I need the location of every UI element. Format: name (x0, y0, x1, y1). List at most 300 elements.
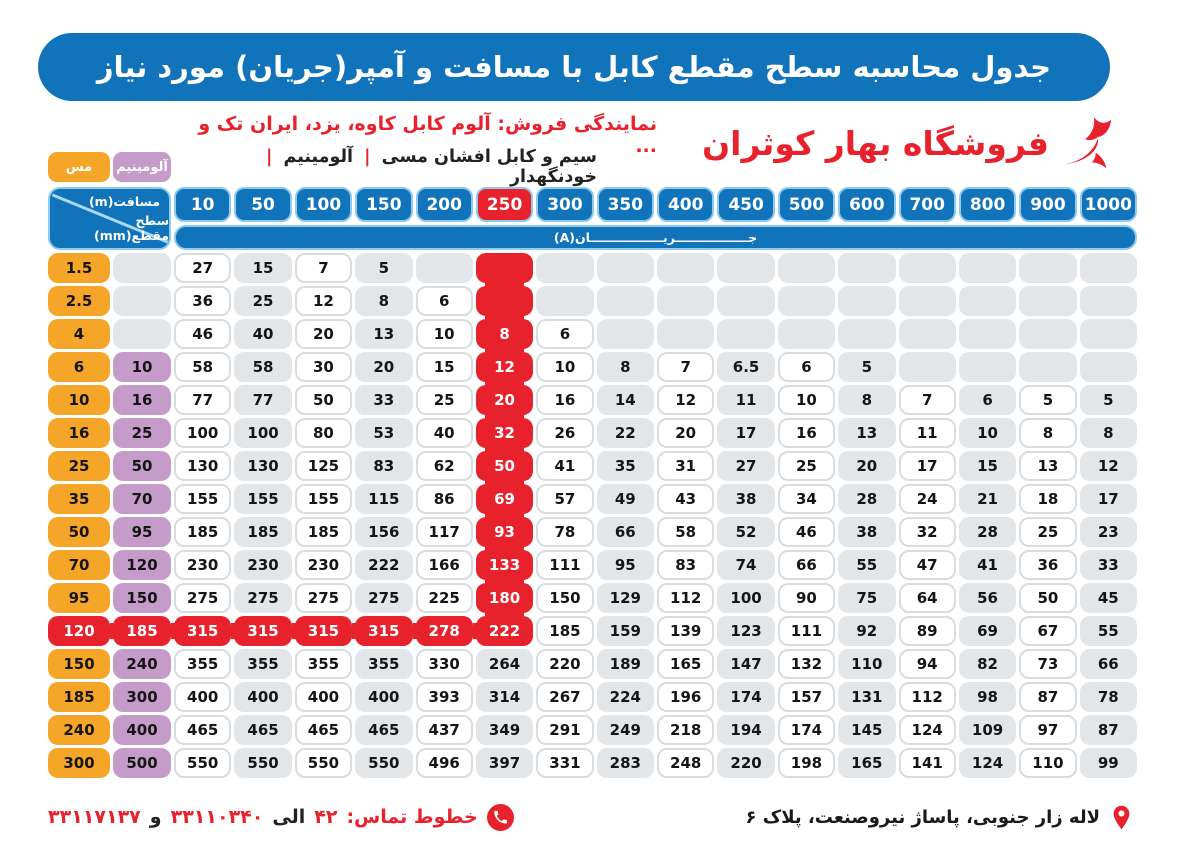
brand-name: فروشگاه بهار کوثران (702, 123, 1049, 163)
cell-200m-150mm: 330 (416, 649, 473, 679)
cell-1000m-1.5mm (1080, 253, 1137, 283)
cell-400m-6mm: 7 (657, 352, 714, 382)
title-banner (38, 33, 1110, 101)
table-row-10 (48, 385, 1137, 415)
cell-500m-120mm: 111 (778, 616, 835, 646)
phone-label: خطوط تماس: (346, 806, 478, 828)
cell-450m-300mm: 220 (717, 748, 774, 778)
cell-50m-10mm: 77 (234, 385, 291, 415)
cell-100m-25mm: 125 (295, 451, 352, 481)
row-label-copper-25: 25 (48, 451, 110, 481)
cell-10m-120mm: 315 (174, 616, 231, 646)
cell-450m-150mm: 147 (717, 649, 774, 679)
cell-500m-150mm: 132 (778, 649, 835, 679)
footer (48, 797, 1135, 837)
cell-450m-1.5mm (717, 253, 774, 283)
cell-600m-120mm: 92 (838, 616, 895, 646)
cell-600m-4mm (838, 319, 895, 349)
row-label-aluminum-300: 300 (113, 682, 171, 712)
cell-500m-4mm (778, 319, 835, 349)
cell-900m-35mm: 18 (1019, 484, 1076, 514)
cell-150m-16mm: 53 (355, 418, 412, 448)
cell-100m-35mm: 155 (295, 484, 352, 514)
cell-100m-300mm: 550 (295, 748, 352, 778)
cell-300m-50mm: 78 (536, 517, 593, 547)
cell-200m-120mm: 278 (416, 616, 473, 646)
cell-10m-300mm: 550 (174, 748, 231, 778)
table-row-35 (48, 484, 1137, 514)
cell-450m-70mm: 74 (717, 550, 774, 580)
cell-300m-4mm: 6 (536, 319, 593, 349)
cell-100m-150mm: 355 (295, 649, 352, 679)
cell-300m-240mm: 291 (536, 715, 593, 745)
products-aluminum: آلومینیم (283, 147, 354, 167)
table-row-70 (48, 550, 1137, 580)
col-header-400: 400 (657, 187, 714, 222)
col-header-50: 50 (234, 187, 291, 222)
cell-150m-120mm: 315 (355, 616, 412, 646)
cell-450m-6mm: 6.5 (717, 352, 774, 382)
cell-900m-10mm: 5 (1019, 385, 1076, 415)
phone-and-word: و (149, 806, 162, 828)
cell-1000m-10mm: 5 (1080, 385, 1137, 415)
cell-400m-2.5mm (657, 286, 714, 316)
cell-100m-16mm: 80 (295, 418, 352, 448)
col-header-1000: 1000 (1080, 187, 1137, 222)
cell-350m-6mm: 8 (597, 352, 654, 382)
cell-700m-240mm: 124 (899, 715, 956, 745)
cell-250m-300mm: 397 (476, 748, 533, 778)
cell-100m-120mm: 315 (295, 616, 352, 646)
cell-50m-35mm: 155 (234, 484, 291, 514)
cell-150m-300mm: 550 (355, 748, 412, 778)
cell-400m-50mm: 58 (657, 517, 714, 547)
cell-250m-1.5mm (476, 253, 533, 283)
cell-400m-300mm: 248 (657, 748, 714, 778)
cell-500m-70mm: 66 (778, 550, 835, 580)
cell-700m-185mm: 112 (899, 682, 956, 712)
cell-400m-150mm: 165 (657, 649, 714, 679)
cell-700m-35mm: 24 (899, 484, 956, 514)
cell-1000m-25mm: 12 (1080, 451, 1137, 481)
cell-50m-150mm: 355 (234, 649, 291, 679)
cell-150m-10mm: 33 (355, 385, 412, 415)
cell-900m-70mm: 36 (1019, 550, 1076, 580)
cell-100m-6mm: 30 (295, 352, 352, 382)
cell-350m-10mm: 14 (597, 385, 654, 415)
corner-section-label: سطح مقطع(mm) (94, 213, 169, 243)
cell-400m-70mm: 83 (657, 550, 714, 580)
cell-800m-4mm (959, 319, 1016, 349)
col-header-350: 350 (597, 187, 654, 222)
row-label-aluminum-16: 16 (113, 385, 171, 415)
row-label-copper-2.5: 2.5 (48, 286, 110, 316)
cell-200m-95mm: 225 (416, 583, 473, 613)
cell-300m-1.5mm (536, 253, 593, 283)
cell-500m-6mm: 6 (778, 352, 835, 382)
cell-1000m-50mm: 23 (1080, 517, 1137, 547)
cell-250m-95mm: 180 (476, 583, 533, 613)
cell-800m-70mm: 41 (959, 550, 1016, 580)
col-header-900: 900 (1019, 187, 1076, 222)
legend-copper: مس (48, 152, 110, 182)
cell-500m-35mm: 34 (778, 484, 835, 514)
cell-50m-95mm: 275 (234, 583, 291, 613)
separator: | (364, 147, 371, 167)
cell-1000m-300mm: 99 (1080, 748, 1137, 778)
cell-800m-2.5mm (959, 286, 1016, 316)
row-label-copper-35: 35 (48, 484, 110, 514)
cell-300m-150mm: 220 (536, 649, 593, 679)
cell-350m-70mm: 95 (597, 550, 654, 580)
cell-200m-6mm: 15 (416, 352, 473, 382)
cell-350m-4mm (597, 319, 654, 349)
phone-to-word: الی (272, 806, 306, 828)
cell-400m-10mm: 12 (657, 385, 714, 415)
cell-50m-70mm: 230 (234, 550, 291, 580)
cell-1000m-120mm: 55 (1080, 616, 1137, 646)
cell-900m-240mm: 97 (1019, 715, 1076, 745)
cell-450m-240mm: 194 (717, 715, 774, 745)
cell-250m-150mm: 264 (476, 649, 533, 679)
cell-100m-185mm: 400 (295, 682, 352, 712)
cell-300m-95mm: 150 (536, 583, 593, 613)
cell-250m-50mm: 93 (476, 517, 533, 547)
cell-450m-95mm: 100 (717, 583, 774, 613)
cell-300m-6mm: 10 (536, 352, 593, 382)
cell-100m-70mm: 230 (295, 550, 352, 580)
cell-450m-50mm: 52 (717, 517, 774, 547)
phone-icon (487, 804, 514, 831)
cell-200m-300mm: 496 (416, 748, 473, 778)
cell-150m-95mm: 275 (355, 583, 412, 613)
cell-700m-6mm (899, 352, 956, 382)
cell-600m-50mm: 38 (838, 517, 895, 547)
cell-200m-2.5mm: 6 (416, 286, 473, 316)
cell-700m-25mm: 17 (899, 451, 956, 481)
cell-450m-35mm: 38 (717, 484, 774, 514)
cell-400m-16mm: 20 (657, 418, 714, 448)
cell-800m-150mm: 82 (959, 649, 1016, 679)
table-body (48, 253, 1137, 778)
cell-1000m-95mm: 45 (1080, 583, 1137, 613)
cell-900m-50mm: 25 (1019, 517, 1076, 547)
cell-700m-4mm (899, 319, 956, 349)
cell-600m-6mm: 5 (838, 352, 895, 382)
cell-450m-25mm: 27 (717, 451, 774, 481)
cell-100m-50mm: 185 (295, 517, 352, 547)
cell-200m-185mm: 393 (416, 682, 473, 712)
cell-150m-4mm: 13 (355, 319, 412, 349)
cell-250m-185mm: 314 (476, 682, 533, 712)
row-label-copper-120: 120 (48, 616, 110, 646)
cell-450m-10mm: 11 (717, 385, 774, 415)
cell-800m-10mm: 6 (959, 385, 1016, 415)
cell-10m-150mm: 355 (174, 649, 231, 679)
corner-distance-label: مسافت(m) (88, 194, 160, 209)
cell-800m-1.5mm (959, 253, 1016, 283)
cell-400m-185mm: 196 (657, 682, 714, 712)
cell-500m-300mm: 198 (778, 748, 835, 778)
cell-10m-16mm: 100 (174, 418, 231, 448)
row-label-copper-4: 4 (48, 319, 110, 349)
row-label-copper-95: 95 (48, 583, 110, 613)
row-label-aluminum-25: 25 (113, 418, 171, 448)
cell-600m-25mm: 20 (838, 451, 895, 481)
cell-600m-300mm: 165 (838, 748, 895, 778)
phone-range-end: ۴۲ (314, 806, 338, 828)
cell-300m-16mm: 26 (536, 418, 593, 448)
cell-900m-150mm: 73 (1019, 649, 1076, 679)
cell-400m-4mm (657, 319, 714, 349)
cell-200m-240mm: 437 (416, 715, 473, 745)
cell-600m-2.5mm (838, 286, 895, 316)
cell-500m-1.5mm (778, 253, 835, 283)
cell-250m-25mm: 50 (476, 451, 533, 481)
cell-150m-240mm: 465 (355, 715, 412, 745)
table-header (48, 187, 1137, 250)
col-header-250: 250 (476, 187, 533, 222)
cell-1000m-150mm: 66 (1080, 649, 1137, 679)
cell-150m-50mm: 156 (355, 517, 412, 547)
cell-700m-10mm: 7 (899, 385, 956, 415)
cell-50m-2.5mm: 25 (234, 286, 291, 316)
cell-350m-1.5mm (597, 253, 654, 283)
cell-800m-50mm: 28 (959, 517, 1016, 547)
col-header-600: 600 (838, 187, 895, 222)
table-row-300 (48, 748, 1137, 778)
cell-50m-1.5mm: 15 (234, 253, 291, 283)
cell-350m-150mm: 189 (597, 649, 654, 679)
col-header-300: 300 (536, 187, 593, 222)
cell-350m-300mm: 283 (597, 748, 654, 778)
cell-200m-25mm: 62 (416, 451, 473, 481)
col-header-150: 150 (355, 187, 412, 222)
products-copper: سیم و کابل افشان مسی (381, 147, 597, 167)
table-row-25 (48, 451, 1137, 481)
row-label-copper-50: 50 (48, 517, 110, 547)
row-label-aluminum-95: 95 (113, 517, 171, 547)
cell-900m-25mm: 13 (1019, 451, 1076, 481)
cell-100m-4mm: 20 (295, 319, 352, 349)
row-label-copper-150: 150 (48, 649, 110, 679)
cell-10m-50mm: 185 (174, 517, 231, 547)
cell-100m-1.5mm: 7 (295, 253, 352, 283)
current-band-label: جـــــــــــــــــریـــــــــــــــــان(A) (553, 230, 758, 245)
cell-350m-185mm: 224 (597, 682, 654, 712)
row-label-copper-300: 300 (48, 748, 110, 778)
cell-400m-1.5mm (657, 253, 714, 283)
row-label-aluminum-185: 185 (113, 616, 171, 646)
cell-250m-4mm: 8 (476, 319, 533, 349)
cell-300m-185mm: 267 (536, 682, 593, 712)
row-label-aluminum-150: 150 (113, 583, 171, 613)
legend-aluminum: آلومینیم (113, 152, 171, 182)
cell-900m-95mm: 50 (1019, 583, 1076, 613)
cell-700m-95mm: 64 (899, 583, 956, 613)
cell-800m-35mm: 21 (959, 484, 1016, 514)
cell-400m-120mm: 139 (657, 616, 714, 646)
row-label-aluminum-4 (113, 319, 171, 349)
cell-1000m-4mm (1080, 319, 1137, 349)
cell-400m-95mm: 112 (657, 583, 714, 613)
cell-50m-300mm: 550 (234, 748, 291, 778)
cell-10m-185mm: 400 (174, 682, 231, 712)
cell-300m-300mm: 331 (536, 748, 593, 778)
cell-800m-25mm: 15 (959, 451, 1016, 481)
cell-500m-185mm: 157 (778, 682, 835, 712)
cell-1000m-16mm: 8 (1080, 418, 1137, 448)
cell-800m-300mm: 124 (959, 748, 1016, 778)
row-label-aluminum-1.5 (113, 253, 171, 283)
cell-800m-185mm: 98 (959, 682, 1016, 712)
cell-600m-240mm: 145 (838, 715, 895, 745)
cell-10m-2.5mm: 36 (174, 286, 231, 316)
cell-600m-10mm: 8 (838, 385, 895, 415)
cell-700m-70mm: 47 (899, 550, 956, 580)
row-label-aluminum-50: 50 (113, 451, 171, 481)
phone-number-2: ۳۳۱۱۷۱۳۷ (48, 806, 141, 828)
row-label-copper-1.5: 1.5 (48, 253, 110, 283)
cell-350m-2.5mm (597, 286, 654, 316)
cell-900m-16mm: 8 (1019, 418, 1076, 448)
row-label-copper-240: 240 (48, 715, 110, 745)
col-header-200: 200 (416, 187, 473, 222)
row-label-aluminum-400: 400 (113, 715, 171, 745)
dealers-line: نمایندگی فروش: آلوم کابل کاوه، یزد، ایران تک و ... (198, 113, 657, 157)
table-row-16 (48, 418, 1137, 448)
cell-200m-70mm: 166 (416, 550, 473, 580)
cell-150m-25mm: 83 (355, 451, 412, 481)
corner-cell (48, 187, 171, 250)
cell-50m-4mm: 40 (234, 319, 291, 349)
row-label-copper-10: 10 (48, 385, 110, 415)
table-row-185 (48, 682, 1137, 712)
cell-50m-240mm: 465 (234, 715, 291, 745)
cell-100m-95mm: 275 (295, 583, 352, 613)
cell-700m-16mm: 11 (899, 418, 956, 448)
cell-100m-240mm: 465 (295, 715, 352, 745)
cell-300m-35mm: 57 (536, 484, 593, 514)
location-pin-icon (1108, 804, 1135, 831)
cell-150m-70mm: 222 (355, 550, 412, 580)
cell-10m-35mm: 155 (174, 484, 231, 514)
phone-line (48, 804, 514, 831)
cell-250m-16mm: 32 (476, 418, 533, 448)
row-label-aluminum-240: 240 (113, 649, 171, 679)
cell-450m-120mm: 123 (717, 616, 774, 646)
col-header-500: 500 (778, 187, 835, 222)
cell-500m-10mm: 10 (778, 385, 835, 415)
cell-100m-10mm: 50 (295, 385, 352, 415)
cell-50m-120mm: 315 (234, 616, 291, 646)
cell-400m-25mm: 31 (657, 451, 714, 481)
cell-1000m-185mm: 78 (1080, 682, 1137, 712)
cell-300m-70mm: 111 (536, 550, 593, 580)
cell-200m-10mm: 25 (416, 385, 473, 415)
cell-350m-25mm: 35 (597, 451, 654, 481)
cell-350m-50mm: 66 (597, 517, 654, 547)
cell-10m-1.5mm: 27 (174, 253, 231, 283)
cell-700m-50mm: 32 (899, 517, 956, 547)
row-label-aluminum-10: 10 (113, 352, 171, 382)
cell-10m-25mm: 130 (174, 451, 231, 481)
cell-300m-10mm: 16 (536, 385, 593, 415)
cell-150m-6mm: 20 (355, 352, 412, 382)
cell-350m-120mm: 159 (597, 616, 654, 646)
row-label-copper-16: 16 (48, 418, 110, 448)
cell-600m-1.5mm (838, 253, 895, 283)
cell-50m-16mm: 100 (234, 418, 291, 448)
cell-700m-150mm: 94 (899, 649, 956, 679)
cell-200m-35mm: 86 (416, 484, 473, 514)
cell-600m-150mm: 110 (838, 649, 895, 679)
cell-250m-35mm: 69 (476, 484, 533, 514)
cell-200m-50mm: 117 (416, 517, 473, 547)
cell-600m-16mm: 13 (838, 418, 895, 448)
cell-200m-16mm: 40 (416, 418, 473, 448)
cell-250m-70mm: 133 (476, 550, 533, 580)
cell-500m-2.5mm (778, 286, 835, 316)
cell-50m-50mm: 185 (234, 517, 291, 547)
col-header-450: 450 (717, 187, 774, 222)
col-header-100: 100 (295, 187, 352, 222)
row-label-aluminum-500: 500 (113, 748, 171, 778)
row-label-aluminum-70: 70 (113, 484, 171, 514)
cell-10m-6mm: 58 (174, 352, 231, 382)
cell-900m-1.5mm (1019, 253, 1076, 283)
address-line (746, 804, 1135, 831)
cell-150m-35mm: 115 (355, 484, 412, 514)
table-row-50 (48, 517, 1137, 547)
cell-250m-6mm: 12 (476, 352, 533, 382)
cell-1000m-6mm (1080, 352, 1137, 382)
cell-900m-4mm (1019, 319, 1076, 349)
cell-150m-2.5mm: 8 (355, 286, 412, 316)
cell-150m-185mm: 400 (355, 682, 412, 712)
cell-500m-50mm: 46 (778, 517, 835, 547)
separator: | (265, 147, 273, 167)
cell-10m-10mm: 77 (174, 385, 231, 415)
cell-1000m-70mm: 33 (1080, 550, 1137, 580)
table-row-150 (48, 649, 1137, 679)
cell-700m-1.5mm (899, 253, 956, 283)
table-row-95 (48, 583, 1137, 613)
cell-1000m-2.5mm (1080, 286, 1137, 316)
cell-10m-70mm: 230 (174, 550, 231, 580)
cell-500m-16mm: 16 (778, 418, 835, 448)
cell-450m-2.5mm (717, 286, 774, 316)
cell-10m-4mm: 46 (174, 319, 231, 349)
cell-350m-95mm: 129 (597, 583, 654, 613)
table-row-1.5 (48, 253, 1137, 283)
cable-table (48, 152, 1137, 778)
cell-800m-16mm: 10 (959, 418, 1016, 448)
cell-450m-4mm (717, 319, 774, 349)
cell-600m-95mm: 75 (838, 583, 895, 613)
cell-900m-2.5mm (1019, 286, 1076, 316)
cell-100m-2.5mm: 12 (295, 286, 352, 316)
page-title: جدول محاسبه سطح مقطع کابل با مسافت و آمپر(جریان) مورد نیاز (96, 50, 1052, 84)
cell-800m-95mm: 56 (959, 583, 1016, 613)
products-self-supporting: خودنگهدار (509, 167, 597, 187)
col-header-10: 10 (174, 187, 231, 222)
cell-200m-1.5mm (416, 253, 473, 283)
cell-300m-2.5mm (536, 286, 593, 316)
row-label-aluminum-2.5 (113, 286, 171, 316)
cell-350m-16mm: 22 (597, 418, 654, 448)
cell-50m-185mm: 400 (234, 682, 291, 712)
